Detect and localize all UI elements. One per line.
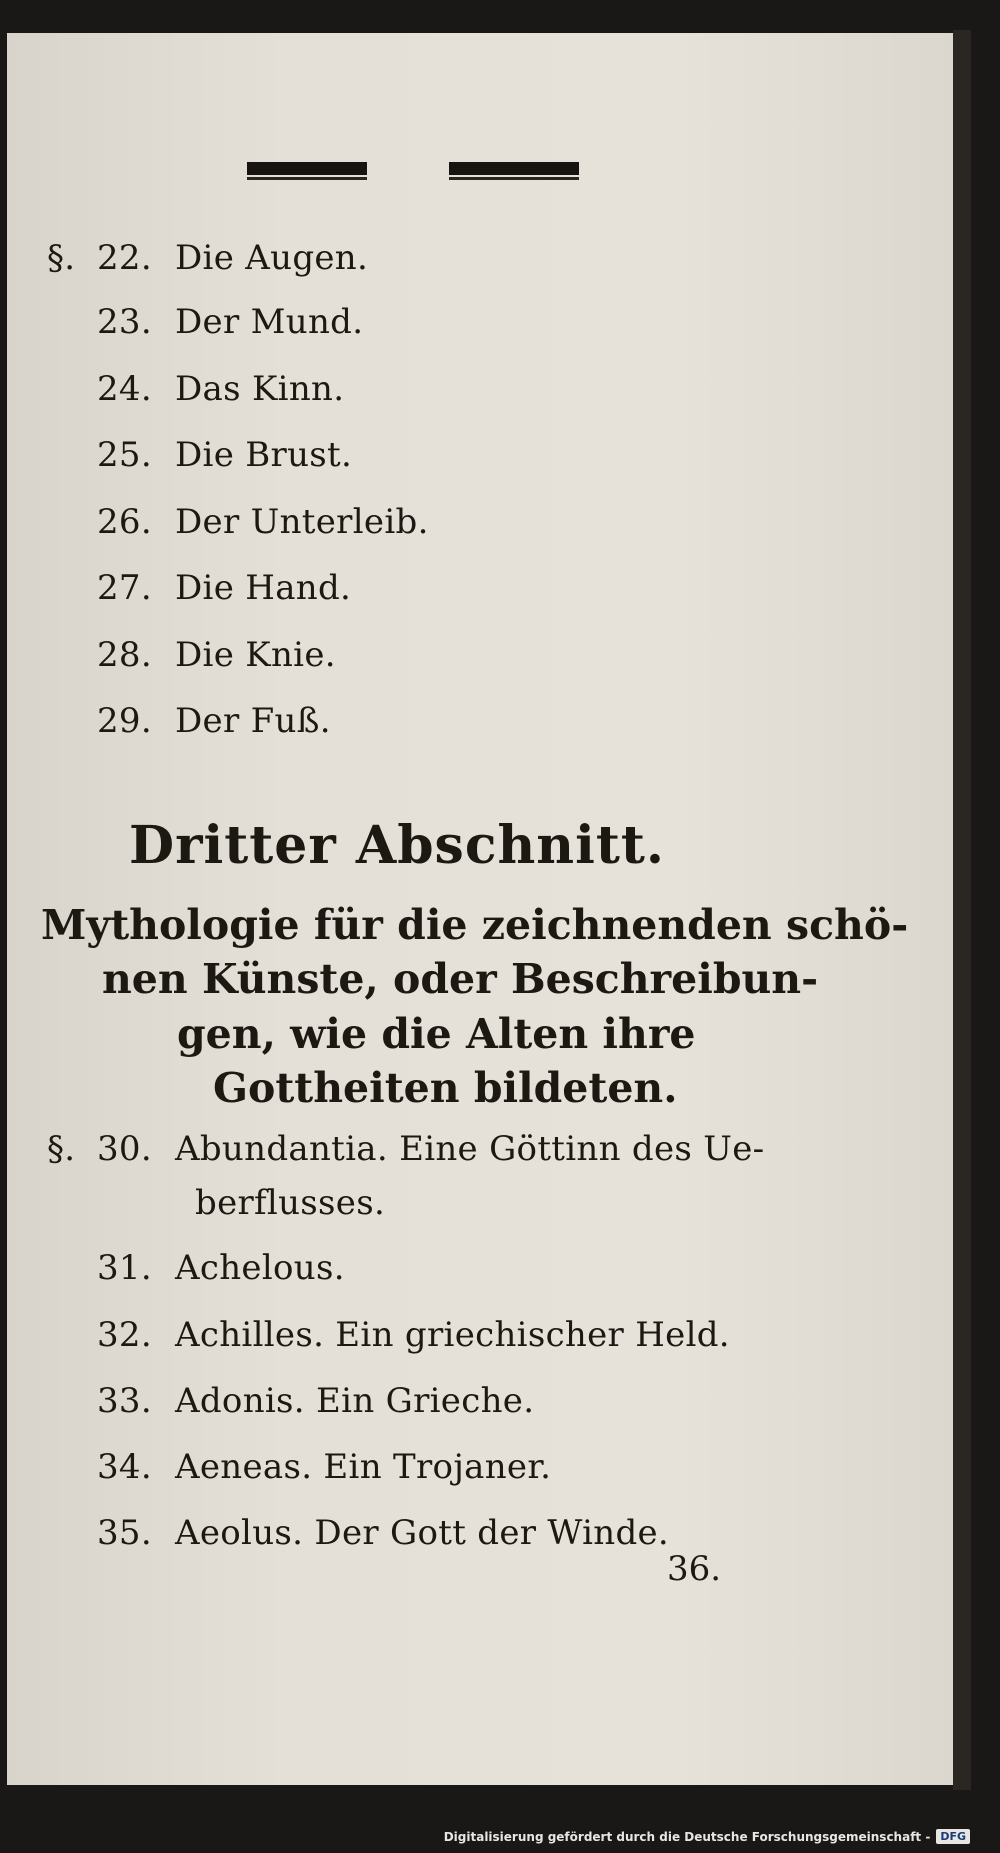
entry-title: Abundantia. Eine Göttinn des Ue-	[175, 1129, 765, 1169]
section-sign: §.	[47, 238, 76, 278]
entry-title: Achelous.	[175, 1248, 345, 1288]
entry-number: 24.	[97, 369, 152, 409]
section-subtitle-line: Mythologie für die zeichnenden schö-	[41, 901, 909, 949]
entry-title: Achilles. Ein griechischer Held.	[175, 1315, 730, 1355]
entry-title: Aeneas. Ein Trojaner.	[175, 1447, 552, 1487]
book-spine-edge	[953, 30, 971, 1790]
book-page	[7, 33, 953, 1785]
section-subtitle-line: nen Künste, oder Beschreibun-	[102, 955, 819, 1003]
digitization-credit	[444, 1829, 970, 1844]
entry-title: Der Fuß.	[175, 701, 331, 741]
entry-number: 28.	[97, 635, 152, 675]
section-subtitle-line: gen, wie die Alten ihre	[177, 1010, 696, 1058]
entry-number: 27.	[97, 568, 152, 608]
entry-title: Der Mund.	[175, 302, 364, 342]
entry-title: Der Unterleib.	[175, 502, 429, 542]
entry-title: Die Brust.	[175, 435, 353, 475]
credit-text: Digitalisierung gefördert durch die Deutsche Forschungsgemeinschaft -	[443, 1829, 931, 1844]
section-heading: Dritter Abschnitt.	[128, 815, 666, 876]
entry-number: 22.	[97, 238, 152, 278]
catchword: 36.	[667, 1549, 722, 1589]
entry-title: Die Augen.	[175, 238, 369, 278]
entry-title: Das Kinn.	[175, 369, 345, 409]
entry-title-continuation: berflusses.	[195, 1183, 386, 1223]
entry-title: Die Hand.	[175, 568, 352, 608]
entry-number: 32.	[97, 1315, 152, 1355]
dfg-logo-icon: DFG	[936, 1829, 970, 1844]
section-sign: §.	[47, 1129, 76, 1169]
section-subtitle-line: Gottheiten bildeten.	[213, 1064, 678, 1112]
entry-number: 23.	[97, 302, 152, 342]
entry-number: 25.	[97, 435, 152, 475]
entry-title: Aeolus. Der Gott der Winde.	[175, 1513, 670, 1553]
entry-number: 31.	[97, 1248, 152, 1288]
entry-number: 35.	[97, 1513, 152, 1553]
entry-number: 34.	[97, 1447, 152, 1487]
entry-number: 26.	[97, 502, 152, 542]
entry-title: Adonis. Ein Grieche.	[175, 1381, 535, 1421]
entry-title: Die Knie.	[175, 635, 336, 675]
entry-number: 30.	[97, 1129, 152, 1169]
entry-number: 33.	[97, 1381, 152, 1421]
ornament-rule-right	[449, 154, 579, 188]
ornament-rule-left	[247, 154, 367, 188]
entry-number: 29.	[97, 701, 152, 741]
